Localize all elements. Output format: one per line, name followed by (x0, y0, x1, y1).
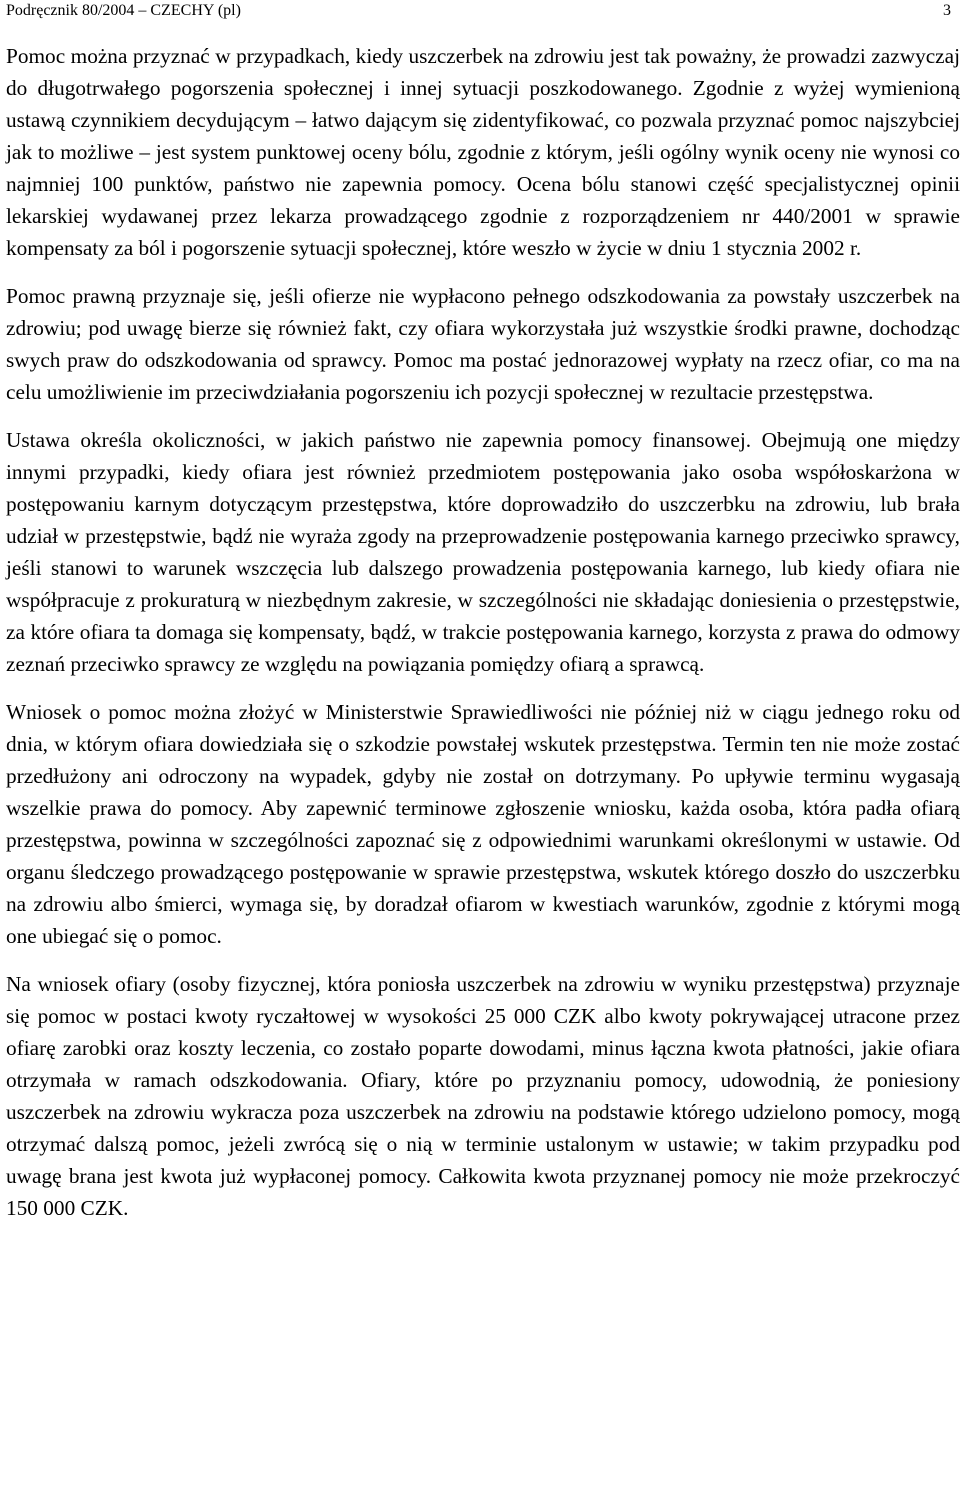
paragraph-exclusions: Ustawa określa okoliczności, w jakich państwo nie zapewnia pomocy finansowej. Obejmują one między innymi przypadki, kiedy ofiara jest również przedmiotem postępowania jako osoba współoskarżona w postępowaniu karnym dotyczącym przestępstwa, które doprowadziło do uszczerbku na zdrowiu, lub brała udział w przestępstwie, bądź nie wyraża zgody na przeprowadzenie postępowania karnego przeciwko sprawcy, jeśli stanowi to warunek wszczęcia lub dalszego prowadzenia postępowania karnego, lub kiedy ofiara nie współpracuje z prokuraturą w niezbędnym zakresie, w szczególności nie składając doniesienia o przestępstwie, za które ofiara ta domaga się kompensaty, bądź, w trakcie postępowania karnego, korzysta z prawa do odmowy zeznań przeciwko sprawcy ze względu na powiązania pomiędzy ofiarą a sprawcą. (6, 428, 960, 676)
page-header (6, 0, 951, 26)
document-body (6, 40, 960, 1240)
paragraph-application-deadline: Wniosek o pomoc można złożyć w Ministerstwie Sprawiedliwości nie później niż w ciągu jednego roku od dnia, w którym ofiara dowiedziała się o szkodzie powstałej wskutek przestępstwa. Termin ten nie może zostać przedłużony ani odroczony na wypadek, gdyby nie został on dotrzymany. Po upływie terminu wygasają wszelkie prawa do pomocy. Aby zapewnić terminowe zgłoszenie wniosku, każda osoba, która padła ofiarą przestępstwa, powinna w szczególności zapoznać się z odpowiednimi warunkami określonymi w ustawie. Od organu śledczego prowadzącego postępowanie w sprawie przestępstwa, wskutek którego doszło do uszczerbku na zdrowiu albo śmierci, wymaga się, by doradzał ofiarom w kwestiach warunków, zgodnie z którymi mogą one ubiegać się o pomoc. (6, 700, 960, 948)
paragraph-legal-aid: Pomoc prawną przyznaje się, jeśli ofierze nie wypłacono pełnego odszkodowania za powstały uszczerbek na zdrowiu; pod uwagę bierze się również fakt, czy ofiara wykorzystała już wszystkie środki prawne, dochodząc swych praw do odszkodowania od sprawcy. Pomoc ma postać jednorazowej wypłaty na rzecz ofiar, co ma na celu umożliwienie im przeciwdziałania pogorszeniu ich pozycji społecznej w rezultacie przestępstwa. (6, 284, 960, 404)
paragraph-pain-assessment: Pomoc można przyznać w przypadkach, kiedy uszczerbek na zdrowiu jest tak poważny, że prowadzi zazwyczaj do długotrwałego pogorszenia społecznej i innej sytuacji poszkodowanego. Zgodnie z wyżej wymienioną ustawą czynnikiem decydującym – łatwo dającym się zidentyfikować, co pozwala przyznać pomoc najszybciej jak to możliwe – jest system punktowej oceny bólu, zgodnie z którym, jeśli ogólny wynik oceny nie wynosi co najmniej 100 punktów, państwo nie zapewnia pomocy. Ocena bólu stanowi część specjalistycznej opinii lekarskiej wydawanej przez lekarza prowadzącego zgodnie z rozporządzeniem nr 440/2001 w sprawie kompensaty za ból i pogorszenie sytuacji społecznej, które weszło w życie w dniu 1 stycznia 2002 r. (6, 44, 960, 260)
page-number: 3 (943, 2, 951, 19)
document-title: Podręcznik 80/2004 – CZECHY (pl) (6, 2, 241, 19)
paragraph-aid-amount: Na wniosek ofiary (osoby fizycznej, która poniosła uszczerbek na zdrowiu w wyniku przestępstwa) przyznaje się pomoc w postaci kwoty ryczałtowej w wysokości 25 000 CZK albo kwoty pokrywającej utracone przez ofiarę zarobki oraz koszty leczenia, co zostało poparte dowodami, minus łączna kwota płatności, jakie ofiara otrzymała w ramach odszkodowania. Ofiary, które po przyznaniu pomocy, udowodnią, że poniesiony uszczerbek na zdrowiu wykracza poza uszczerbek na zdrowiu na podstawie którego udzielono pomocy, mogą otrzymać dalszą pomoc, jeżeli zwrócą się o nią w terminie ustalonym w ustawie; w takim przypadku pod uwagę brana jest kwota już wypłaconej pomocy. Całkowita kwota przyznanej pomocy nie może przekroczyć 150 000 CZK. (6, 972, 960, 1220)
